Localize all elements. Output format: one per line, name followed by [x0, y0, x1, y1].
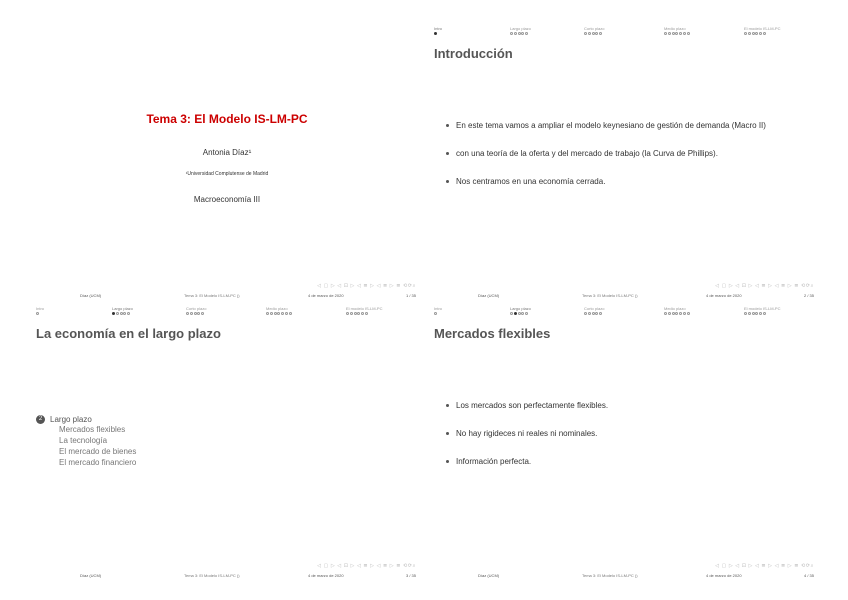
nav-section[interactable] — [584, 26, 604, 37]
nav-section[interactable] — [664, 26, 691, 37]
nav-frame-dot-icon[interactable] — [518, 32, 521, 35]
nav-frame-dot-icon[interactable] — [672, 32, 675, 35]
nav-frame-dot-icon[interactable] — [683, 312, 686, 315]
slide-footer — [428, 282, 822, 304]
nav-section-label: Largo plazo — [112, 306, 133, 311]
presentation-author: Antonia Díaz¹ — [202, 148, 252, 157]
nav-frame-dots — [346, 311, 382, 317]
nav-section-label: Intro — [434, 306, 443, 311]
nav-section-label: Corto plazo — [584, 26, 605, 31]
nav-frame-dot-icon[interactable] — [687, 32, 690, 35]
nav-frame-dot-icon[interactable] — [350, 312, 353, 315]
presentation-title: Tema 3: El Modelo IS-LM-PC — [146, 112, 308, 126]
nav-frame-dot-icon[interactable] — [365, 312, 368, 315]
nav-frame-dot-icon[interactable] — [672, 312, 675, 315]
footer-page-number: 1 / 35 — [405, 293, 416, 298]
bullet-item: No hay rigideces ni reales ni nominales. — [444, 428, 802, 439]
nav-frame-dot-icon[interactable] — [270, 312, 273, 315]
nav-frame-dot-icon[interactable] — [190, 312, 193, 315]
nav-frame-dot-icon[interactable] — [759, 312, 762, 315]
frame-title: La economía en el largo plazo — [36, 326, 221, 341]
nav-frame-dot-icon[interactable] — [588, 32, 591, 35]
nav-frame-dot-icon[interactable] — [525, 312, 528, 315]
nav-frame-dot-icon[interactable] — [36, 312, 39, 315]
footer-date: 4 de marzo de 2020 — [706, 293, 742, 298]
slide-title — [30, 22, 424, 304]
nav-section[interactable] — [36, 306, 44, 317]
footer-page-number: 4 / 35 — [803, 573, 814, 578]
nav-section-label: Medio plazo — [266, 306, 288, 311]
nav-frame-dot-icon[interactable] — [434, 32, 437, 35]
nav-frame-dot-icon[interactable] — [584, 32, 587, 35]
nav-frame-dot-icon[interactable] — [683, 32, 686, 35]
toc-section[interactable] — [36, 415, 136, 424]
nav-frame-dot-icon[interactable] — [116, 312, 119, 315]
nav-frame-dot-icon[interactable] — [120, 312, 123, 315]
section-navigation — [434, 306, 816, 320]
toc-section-label: Largo plazo — [50, 415, 92, 424]
nav-section-label: Medio plazo — [664, 306, 686, 311]
beamer-nav-icons[interactable]: ◁ ▢ ▷ ◁ ⊡ ▷ ◁ ≣ ▷ ◁ ≣ ▷ ≣ ⟲⟳⌕ — [317, 563, 416, 569]
bullet-item: con una teoría de la oferta y del mercado de trabajo (la Curva de Phillips). — [444, 148, 802, 159]
nav-frame-dot-icon[interactable] — [664, 312, 667, 315]
toc-subsections — [59, 424, 136, 468]
nav-frame-dot-icon[interactable] — [763, 32, 766, 35]
nav-frame-dot-icon[interactable] — [748, 312, 751, 315]
bullet-item: Los mercados son perfectamente flexibles. — [444, 400, 802, 411]
nav-section-label: Corto plazo — [186, 306, 207, 311]
nav-section[interactable] — [434, 306, 442, 317]
footer-title: Tema 3: El Modelo IS-LM-PC () — [582, 293, 638, 298]
nav-frame-dots — [584, 311, 604, 317]
nav-frame-dot-icon[interactable] — [752, 312, 755, 315]
nav-section[interactable] — [346, 306, 382, 317]
nav-frame-dots — [744, 31, 780, 37]
nav-frame-dot-icon[interactable] — [599, 32, 602, 35]
nav-frame-dot-icon[interactable] — [763, 312, 766, 315]
nav-frame-dot-icon[interactable] — [346, 312, 349, 315]
nav-section-label: Intro — [36, 306, 45, 311]
nav-frame-dot-icon[interactable] — [595, 32, 598, 35]
nav-frame-dots — [744, 311, 780, 317]
nav-frame-dot-icon[interactable] — [289, 312, 292, 315]
nav-frame-dots — [112, 311, 133, 317]
slide-footer — [428, 562, 822, 584]
beamer-nav-icons[interactable]: ◁ ▢ ▷ ◁ ⊡ ▷ ◁ ≣ ▷ ◁ ≣ ▷ ≣ ⟲⟳⌕ — [715, 283, 814, 289]
slide-footer — [30, 562, 424, 584]
nav-frame-dot-icon[interactable] — [127, 312, 130, 315]
nav-frame-dot-icon[interactable] — [679, 32, 682, 35]
nav-frame-dot-icon[interactable] — [592, 312, 595, 315]
nav-frame-dot-icon[interactable] — [599, 312, 602, 315]
nav-frame-dot-icon[interactable] — [748, 32, 751, 35]
nav-section[interactable] — [266, 306, 293, 317]
nav-frame-dots — [266, 311, 293, 317]
bullet-list — [444, 120, 802, 204]
beamer-nav-icons[interactable]: ◁ ▢ ▷ ◁ ⊡ ▷ ◁ ≣ ▷ ◁ ≣ ▷ ≣ ⟲⟳⌕ — [715, 563, 814, 569]
footer-title: Tema 3: El Modelo IS-LM-PC () — [184, 573, 240, 578]
nav-frame-dot-icon[interactable] — [112, 312, 115, 315]
nav-frame-dot-icon[interactable] — [675, 312, 678, 315]
nav-frame-dots — [664, 311, 691, 317]
section-navigation — [434, 26, 816, 40]
nav-frame-dot-icon[interactable] — [668, 32, 671, 35]
nav-section-label: Corto plazo — [584, 306, 605, 311]
nav-frame-dots — [434, 311, 442, 317]
nav-section-label: Intro — [434, 26, 443, 31]
nav-section[interactable] — [664, 306, 691, 317]
nav-frame-dot-icon[interactable] — [588, 312, 591, 315]
toc-subsection[interactable]: Mercados flexibles — [59, 425, 126, 434]
bullet-item: Nos centramos en una economía cerrada. — [444, 176, 802, 187]
nav-frame-dots — [664, 31, 691, 37]
nav-frame-dot-icon[interactable] — [285, 312, 288, 315]
nav-frame-dot-icon[interactable] — [595, 312, 598, 315]
toc-subsection[interactable]: La tecnología — [59, 436, 108, 445]
nav-frame-dot-icon[interactable] — [744, 312, 747, 315]
nav-frame-dot-icon[interactable] — [514, 312, 517, 315]
nav-frame-dot-icon[interactable] — [510, 32, 513, 35]
footer-title: Tema 3: El Modelo IS-LM-PC () — [582, 573, 638, 578]
nav-section-label: Largo plazo — [510, 306, 531, 311]
bullet-item: Información perfecta. — [444, 456, 802, 467]
nav-frame-dot-icon[interactable] — [679, 312, 682, 315]
bullet-item: En este tema vamos a ampliar el modelo keynesiano de gestión de demanda (Macro II) — [444, 120, 802, 131]
nav-section[interactable] — [584, 306, 604, 317]
slide-largo-plazo — [30, 302, 424, 584]
nav-frame-dot-icon[interactable] — [197, 312, 200, 315]
nav-section-label: Medio plazo — [664, 26, 686, 31]
footer-author: Díaz (UCM) — [478, 573, 500, 578]
nav-section[interactable] — [744, 306, 780, 317]
nav-frame-dot-icon[interactable] — [668, 312, 671, 315]
slide-footer — [30, 282, 424, 304]
frame-title: Mercados flexibles — [434, 326, 551, 341]
nav-frame-dot-icon[interactable] — [361, 312, 364, 315]
section-navigation — [36, 306, 418, 320]
footer-page-number: 2 / 35 — [803, 293, 814, 298]
nav-frame-dot-icon[interactable] — [744, 32, 747, 35]
nav-frame-dot-icon[interactable] — [687, 312, 690, 315]
nav-section[interactable] — [186, 306, 206, 317]
nav-frame-dot-icon[interactable] — [518, 312, 521, 315]
nav-frame-dot-icon[interactable] — [752, 32, 755, 35]
beamer-nav-icons[interactable]: ◁ ▢ ▷ ◁ ⊡ ▷ ◁ ≣ ▷ ◁ ≣ ▷ ≣ ⟲⟳⌕ — [317, 283, 416, 289]
nav-frame-dot-icon[interactable] — [755, 312, 758, 315]
toc-subsection[interactable]: El mercado de bienes — [59, 447, 137, 456]
nav-section-label: Largo plazo — [510, 26, 531, 31]
footer-title: Tema 3: El Modelo IS-LM-PC () — [184, 293, 240, 298]
footer-author: Díaz (UCM) — [80, 293, 102, 298]
nav-section[interactable] — [510, 26, 531, 37]
bullet-list — [444, 400, 802, 484]
nav-frame-dot-icon[interactable] — [274, 312, 277, 315]
nav-section[interactable] — [510, 306, 531, 317]
nav-frame-dot-icon[interactable] — [514, 32, 517, 35]
nav-frame-dot-icon[interactable] — [521, 312, 524, 315]
footer-author: Díaz (UCM) — [478, 293, 500, 298]
nav-section-label: El modelo IS-LM-PC — [744, 26, 781, 31]
slide-mercados-flexibles — [428, 302, 822, 584]
footer-date: 4 de marzo de 2020 — [308, 573, 344, 578]
nav-frame-dot-icon[interactable] — [434, 312, 437, 315]
nav-frame-dot-icon[interactable] — [664, 32, 667, 35]
footer-author: Díaz (UCM) — [80, 573, 102, 578]
nav-frame-dot-icon[interactable] — [194, 312, 197, 315]
nav-frame-dot-icon[interactable] — [584, 312, 587, 315]
nav-frame-dot-icon[interactable] — [186, 312, 189, 315]
footer-date: 4 de marzo de 2020 — [706, 573, 742, 578]
nav-frame-dot-icon[interactable] — [521, 32, 524, 35]
presentation-institution: ¹Universidad Complutense de Madrid — [185, 171, 269, 177]
nav-frame-dot-icon[interactable] — [592, 32, 595, 35]
toc-subsection[interactable]: El mercado financiero — [59, 458, 137, 467]
nav-section[interactable] — [744, 26, 780, 37]
nav-section-label: El modelo IS-LM-PC — [744, 306, 781, 311]
nav-section[interactable] — [112, 306, 133, 317]
slide-introduccion — [428, 22, 822, 304]
nav-frame-dot-icon[interactable] — [525, 32, 528, 35]
footer-page-number: 3 / 35 — [405, 573, 416, 578]
toc-number-icon: 2 — [36, 415, 45, 424]
nav-frame-dots — [510, 31, 531, 37]
nav-frame-dot-icon[interactable] — [675, 32, 678, 35]
nav-frame-dot-icon[interactable] — [123, 312, 126, 315]
footer-date: 4 de marzo de 2020 — [308, 293, 344, 298]
nav-frame-dots — [584, 31, 604, 37]
nav-section[interactable] — [434, 26, 442, 37]
nav-frame-dots — [186, 311, 206, 317]
nav-frame-dot-icon[interactable] — [277, 312, 280, 315]
nav-frame-dot-icon[interactable] — [266, 312, 269, 315]
nav-frame-dots — [36, 311, 44, 317]
nav-frame-dot-icon[interactable] — [755, 32, 758, 35]
nav-frame-dot-icon[interactable] — [357, 312, 360, 315]
nav-frame-dots — [434, 31, 442, 37]
nav-frame-dot-icon[interactable] — [281, 312, 284, 315]
frame-title: Introducción — [434, 46, 513, 61]
nav-frame-dot-icon[interactable] — [510, 312, 513, 315]
table-of-contents — [36, 415, 136, 468]
nav-frame-dots — [510, 311, 531, 317]
presentation-course: Macroeconomía III — [193, 195, 261, 204]
nav-section-label: El modelo IS-LM-PC — [346, 306, 383, 311]
nav-frame-dot-icon[interactable] — [201, 312, 204, 315]
nav-frame-dot-icon[interactable] — [759, 32, 762, 35]
nav-frame-dot-icon[interactable] — [354, 312, 357, 315]
